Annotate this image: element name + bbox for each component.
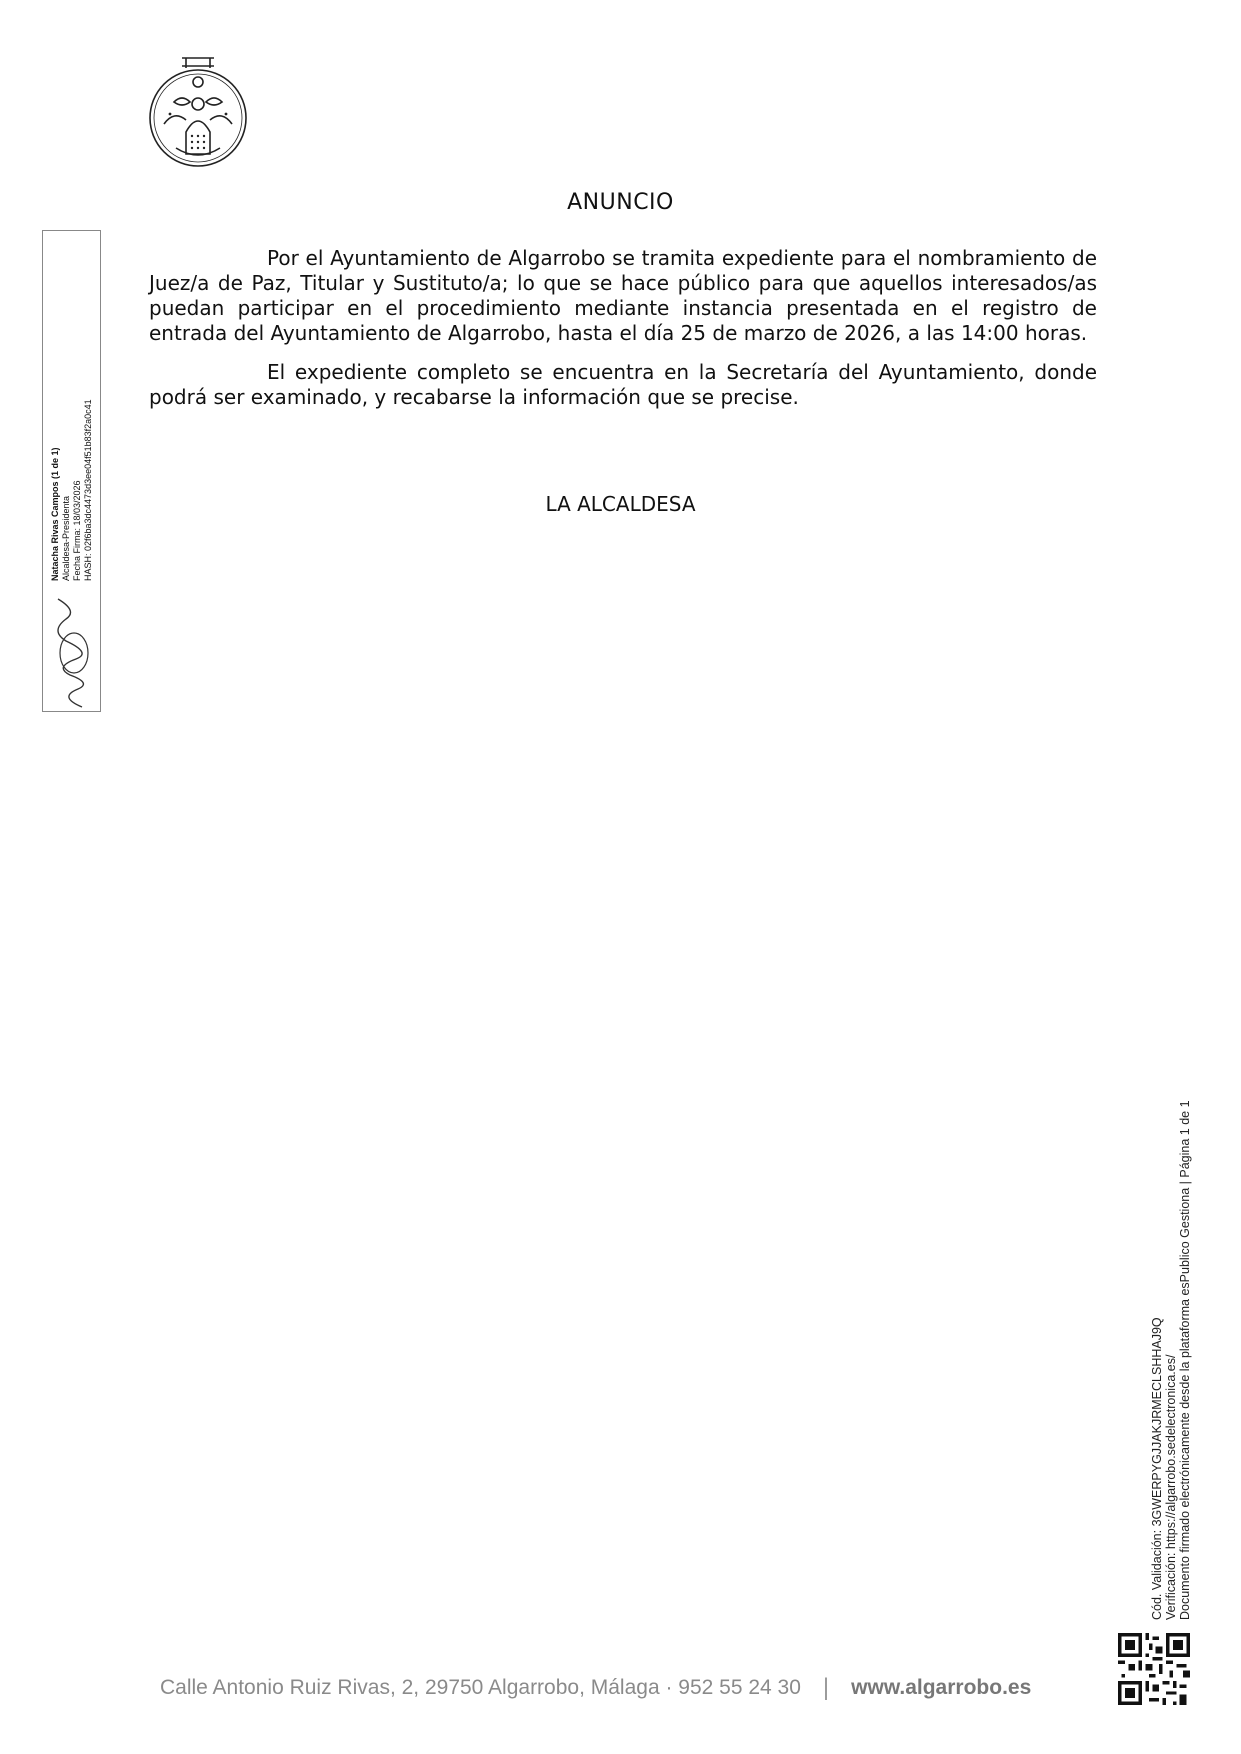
- municipal-seal-icon: [146, 52, 250, 176]
- signature-platform-note: Documento firmado electrónicamente desde la plataforma esPublico Gestiona | Página 1 de 1: [1178, 1100, 1192, 1620]
- footer-address: Calle Antonio Ruiz Rivas, 2, 29750 Algarrobo, Málaga · 952 55 24 30: [160, 1676, 801, 1699]
- closing-signatory: LA ALCALDESA: [545, 492, 696, 516]
- body-paragraph: El expediente completo se encuentra en la Secretaría del Ayuntamiento, donde podrá ser examinado, y recabarse la información que se precise.: [149, 360, 1097, 409]
- verification-url[interactable]: Verificación: https://algarrobo.sedelectronica.es/: [1164, 1354, 1178, 1620]
- validation-code: Cód. Validación: 3GWERPYGJJAKJRMECLSHHAJ9Q: [1150, 1317, 1164, 1620]
- signer-role: Alcaldesa-Presidenta: [60, 495, 71, 581]
- body-paragraph: Por el Ayuntamiento de Algarrobo se tramita expediente para el nombramiento de Juez/a de Paz, Titular y Sustituto/a; lo que se hace público para que aquellos interesados/as puedan participar en el procedimiento mediante instancia presentada en el registro de entrada del Ayuntamiento de Algarrobo, hasta el día 25 de marzo de 2026, a las 14:00 horas.: [149, 246, 1097, 345]
- verification-strip: [1150, 1100, 1192, 1620]
- footer-website-link[interactable]: www.algarrobo.es: [851, 1676, 1032, 1699]
- signature-date: Fecha Firma: 18/03/2026: [71, 480, 82, 581]
- qr-code-icon: [1118, 1633, 1190, 1705]
- document-body: [149, 246, 1097, 424]
- signer-name: Natacha Rivas Campos (1 de 1): [49, 447, 60, 581]
- page-footer: [160, 1674, 1060, 1702]
- page-title: ANUNCIO: [567, 190, 674, 215]
- footer-separator: |: [822, 1674, 830, 1701]
- handwritten-signature-icon: [52, 593, 92, 711]
- signature-hash: HASH: 02f6ba3dc4473d3ee04f51b83f2a0c41: [82, 399, 93, 581]
- signature-block: [50, 231, 94, 711]
- signature-box: [42, 230, 101, 712]
